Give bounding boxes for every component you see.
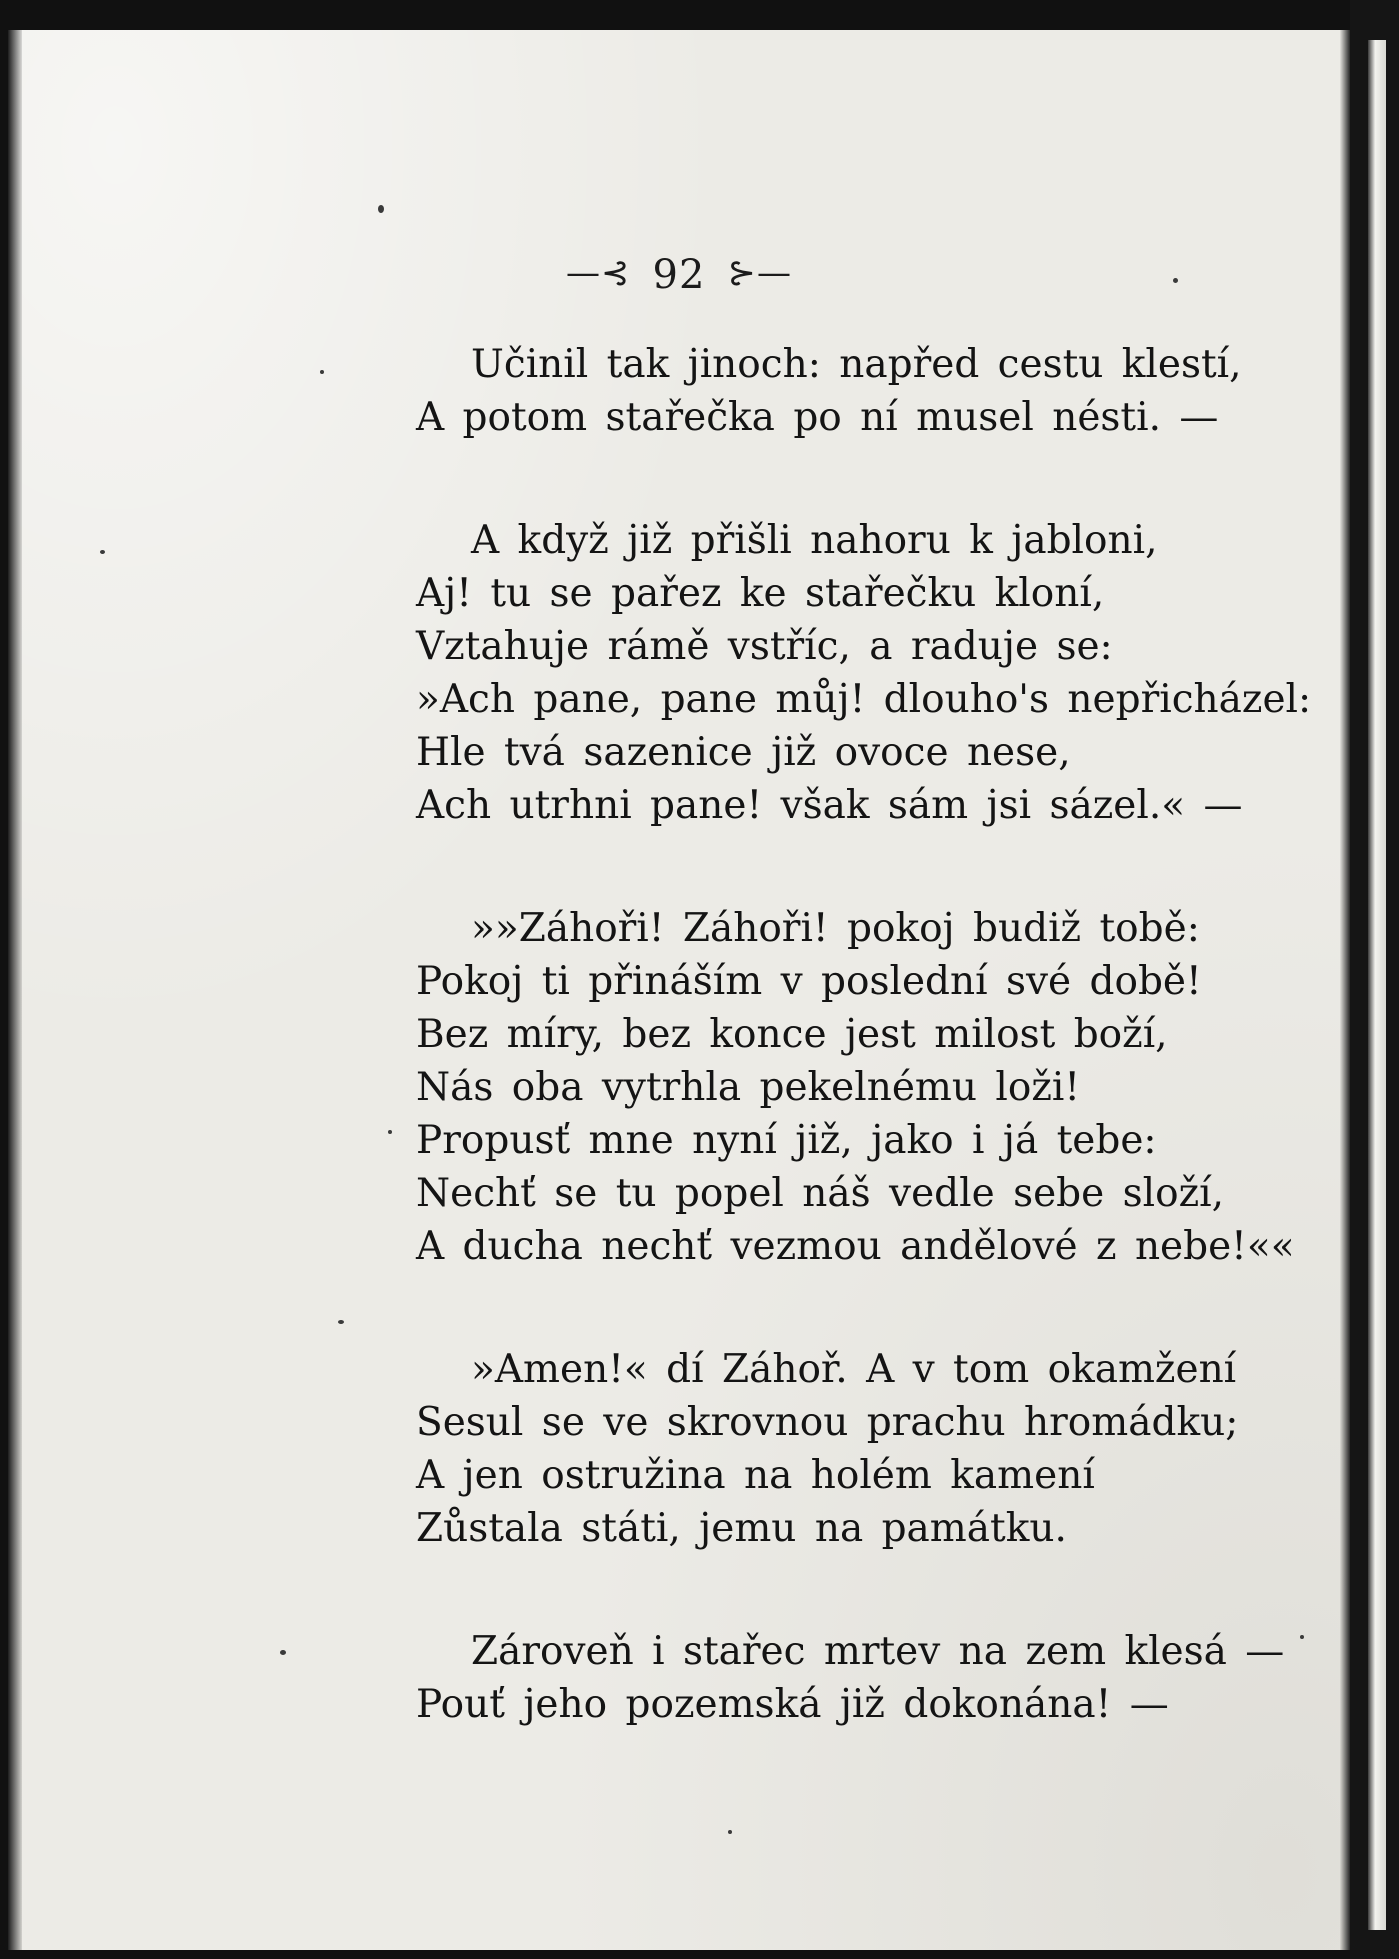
verse-line: Hle tvá sazenice již ovoce nese, xyxy=(416,730,1071,775)
ornament-right-icon: ⊱— xyxy=(727,253,792,293)
paper-speck xyxy=(280,1650,286,1655)
adjacent-page-strip xyxy=(1350,0,1399,1959)
verse-line: Zůstala státi, jemu na památku. xyxy=(416,1506,1067,1551)
poem-text xyxy=(416,338,1316,1801)
paper-speck xyxy=(320,370,324,374)
verse-line: Aj! tu se pařez ke stařečku kloní, xyxy=(416,571,1105,616)
verse-line: Bez míry, bez konce jest milost boží, xyxy=(416,1012,1168,1057)
stanza-2 xyxy=(416,514,1316,832)
page-edge-right xyxy=(1340,30,1350,1950)
stanza-3 xyxy=(416,902,1316,1273)
page-edge-left xyxy=(8,30,22,1950)
verse-line: Ach utrhni pane! však sám jsi sázel.« — xyxy=(416,783,1243,828)
book-page xyxy=(8,30,1350,1950)
verse-line: A když již přišli nahoru k jabloni, xyxy=(471,518,1158,563)
verse-line: Zároveň i stařec mrtev na zem klesá — xyxy=(471,1629,1285,1674)
verse-line: Pouť jeho pozemská již dokonána! — xyxy=(416,1682,1169,1727)
paper-speck xyxy=(338,1320,344,1324)
stanza-5 xyxy=(416,1625,1316,1731)
verse-line: Pokoj ti přináším v poslední své době! xyxy=(416,959,1202,1004)
stanza-4 xyxy=(416,1343,1316,1555)
adjacent-page-edge xyxy=(1368,40,1386,1930)
verse-line: Propusť mne nyní již, jako i já tebe: xyxy=(416,1118,1157,1163)
paper-speck xyxy=(100,550,105,554)
page-number: 92 xyxy=(652,252,706,298)
verse-line: »Ach pane, pane můj! dlouho's nepřicházel: xyxy=(416,677,1312,722)
ornament-left-icon: —⊰ xyxy=(566,253,631,293)
verse-line: »»Záhoři! Záhoři! pokoj budiž tobě: xyxy=(471,906,1200,951)
verse-line: »Amen!« dí Záhoř. A v tom okamžení xyxy=(471,1347,1237,1392)
page-header xyxy=(8,252,1350,298)
paper-speck xyxy=(378,205,384,213)
verse-line: Nás oba vytrhla pekelnému loži! xyxy=(416,1065,1081,1110)
stanza-1 xyxy=(416,338,1316,444)
paper-speck xyxy=(388,1130,392,1134)
verse-line: Nechť se tu popel náš vedle sebe složí, xyxy=(416,1171,1225,1216)
paper-speck xyxy=(1173,278,1178,283)
verse-line: Vztahuje rámě vstříc, a raduje se: xyxy=(416,624,1113,669)
verse-line: Učinil tak jinoch: napřed cestu klestí, xyxy=(471,342,1242,387)
paper-speck xyxy=(728,1830,732,1834)
paper-speck xyxy=(1300,1635,1304,1639)
verse-line: A potom stařečka po ní musel nésti. — xyxy=(416,395,1219,440)
verse-line: Sesul se ve skrovnou prachu hromádku; xyxy=(416,1400,1239,1445)
verse-line: A jen ostružina na holém kamení xyxy=(416,1453,1095,1498)
verse-line: A ducha nechť vezmou andělové z nebe!«« xyxy=(416,1224,1295,1269)
